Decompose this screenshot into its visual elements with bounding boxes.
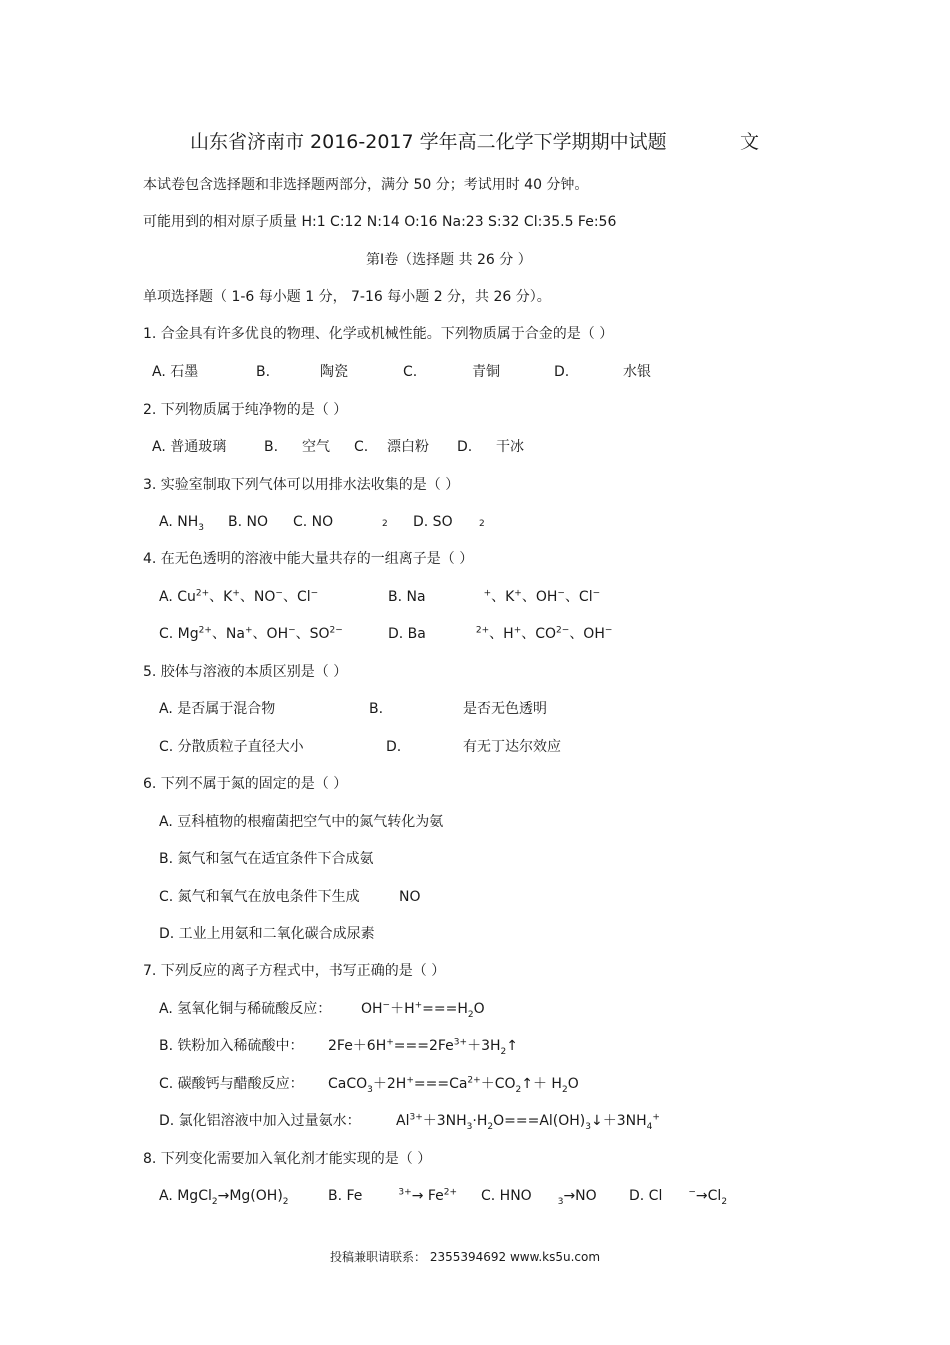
q1-option-c-text: 青铜 — [472, 364, 500, 380]
q7-c-sup-1: + — [406, 1075, 414, 1086]
q4-option-c — [159, 624, 343, 644]
q7-option-d-label: D. 氯化铝溶液中加入过量氨水： — [159, 1113, 361, 1129]
q4-d-1: D. Ba — [388, 626, 426, 642]
q8-option-a — [159, 1186, 289, 1206]
q5-option-c: C. 分散质粒子直径大小 — [159, 739, 304, 755]
q5-option-d-letter: D. — [386, 739, 402, 755]
q2-option-d-letter: D. — [457, 439, 473, 455]
q8-b-sup-1: 3+ — [398, 1187, 412, 1198]
q4-d-sup-3: 2− — [556, 625, 570, 636]
q7-option-b-label: B. 铁粉加入稀硫酸中： — [159, 1038, 304, 1054]
q4-c-1: C. Mg — [159, 626, 199, 642]
q5-option-b-letter: B. — [369, 701, 384, 717]
q7-b-1: 2Fe＋6H — [328, 1038, 387, 1054]
question-7-stem: 7. 下列反应的离子方程式中，书写正确的是（ ） — [143, 963, 446, 979]
q4-c-3: 、OH — [252, 626, 289, 642]
q1-option-c-letter: C. — [403, 364, 418, 380]
q4-a-sup-4: − — [310, 588, 319, 599]
q6-option-c-no: NO — [399, 889, 421, 905]
exam-title: 山东省济南市 2016-2017 学年高二化学下学期期中试题 — [190, 131, 667, 153]
q4-a-sup-3: − — [275, 588, 283, 599]
q7-option-a-equation — [361, 999, 485, 1019]
q7-d-sup-2: + — [652, 1112, 660, 1123]
q7-d-2: ＋3NH — [422, 1113, 467, 1129]
q8-option-c — [481, 1186, 597, 1206]
q7-d-1: Al — [396, 1113, 410, 1129]
q4-b-sup-3: − — [557, 588, 565, 599]
q4-option-a — [159, 587, 318, 607]
q4-a-4: 、Cl — [282, 589, 311, 605]
q1-option-d-text: 水银 — [623, 364, 651, 380]
q4-c-sup-4: 2− — [329, 625, 343, 636]
section-instructions: 单项选择题（ 1-6 每小题 1 分， 7-16 每小题 2 分，共 26 分）。 — [143, 289, 551, 305]
q3-option-b: B. NO — [228, 514, 268, 530]
q8-b-sup-2: 2+ — [443, 1187, 458, 1198]
q8-b-1: B. Fe — [328, 1188, 363, 1204]
q4-option-b — [388, 587, 600, 607]
q7-a-4: O — [473, 1001, 485, 1017]
q7-c-5: ↑＋ H — [521, 1076, 562, 1092]
q7-a-3: ===H — [422, 1001, 468, 1017]
q4-c-sup-3: − — [288, 625, 296, 636]
q7-option-c-equation — [328, 1074, 579, 1094]
q4-b-3: 、OH — [521, 589, 558, 605]
q7-b-3: ＋3H — [467, 1038, 501, 1054]
q7-d-6: ↓＋3NH — [591, 1113, 647, 1129]
q7-a-1: OH — [361, 1001, 383, 1017]
q7-b-sup-1: + — [386, 1037, 394, 1048]
question-1-stem: 1. 合金具有许多优良的物理、化学或机械性能。下列物质属于合金的是（ ） — [143, 326, 614, 342]
question-2-stem: 2. 下列物质属于纯净物的是（ ） — [143, 402, 348, 418]
q5-option-d-text: 有无丁达尔效应 — [463, 739, 561, 755]
q6-option-b: B. 氮气和氢气在适宜条件下合成氨 — [159, 851, 374, 867]
q7-b-2: ===2Fe — [393, 1038, 454, 1054]
q7-d-sub-2: 2 — [487, 1121, 494, 1132]
q4-d-4: 、OH — [569, 626, 605, 642]
q7-b-4: ↑ — [506, 1038, 518, 1054]
q6-option-d: D. 工业上用氨和二氧化碳合成尿素 — [159, 926, 375, 942]
q2-option-b-text: 空气 — [302, 439, 330, 455]
q4-b-4: 、Cl — [564, 589, 593, 605]
q4-d-2: 、H — [489, 626, 514, 642]
q4-a-3: 、NO — [239, 589, 276, 605]
q4-b-sup-4: − — [592, 588, 601, 599]
q7-option-c-label: C. 碳酸钙与醋酸反应： — [159, 1076, 304, 1092]
q5-option-b-text: 是否无色透明 — [463, 701, 547, 717]
q8-c-2: →NO — [563, 1188, 597, 1204]
q1-option-b-text: 陶瓷 — [320, 364, 348, 380]
title-suffix: 文 — [740, 131, 760, 153]
question-6-stem: 6. 下列不属于氮的固定的是（ ） — [143, 776, 348, 792]
q8-d-2: →Cl — [695, 1188, 722, 1204]
q7-c-1: CaCO — [328, 1076, 368, 1092]
q8-b-2: → Fe — [411, 1188, 444, 1204]
q7-c-sub-3: 2 — [561, 1084, 568, 1095]
q1-option-b-letter: B. — [256, 364, 271, 380]
q7-b-sub-1: 2 — [500, 1046, 507, 1057]
q7-d-4: H — [476, 1113, 488, 1129]
q7-d-sub-1: 3 — [466, 1121, 473, 1132]
q7-d-sup-1: 3+ — [409, 1112, 423, 1123]
q7-c-sub-1: 3 — [367, 1084, 373, 1095]
q4-c-2: 、Na — [211, 626, 245, 642]
q8-a-sub-2: 2 — [282, 1196, 289, 1207]
q7-option-d-equation — [396, 1111, 660, 1131]
q8-d-sub-1: 2 — [721, 1196, 728, 1207]
q4-a-2: 、K — [209, 589, 233, 605]
q7-option-b-equation — [328, 1036, 518, 1056]
q1-option-d-letter: D. — [554, 364, 570, 380]
question-4-stem: 4. 在无色透明的溶液中能大量共存的一组离子是（ ） — [143, 551, 474, 567]
q7-c-4: ＋CO — [480, 1076, 516, 1092]
q7-c-sup-2: 2+ — [467, 1075, 481, 1086]
q4-b-1: B. Na — [388, 589, 426, 605]
q3-a-sub: 3 — [198, 522, 204, 533]
intro-line-1: 本试卷包含选择题和非选择题两部分，满分 50 分；考试用时 40 分钟。 — [143, 177, 589, 193]
q4-a-1: A. Cu — [159, 589, 196, 605]
q4-a-sup-2: + — [232, 588, 240, 599]
q3-option-d: D. SO — [413, 514, 453, 530]
q8-option-b — [328, 1186, 457, 1206]
q7-c-6: O — [567, 1076, 579, 1092]
q4-d-3: 、CO — [521, 626, 557, 642]
q4-d-sup-2: + — [513, 625, 522, 636]
question-5-stem: 5. 胶体与溶液的本质区别是（ ） — [143, 664, 348, 680]
q2-option-a: A. 普通玻璃 — [152, 439, 227, 455]
q7-c-3: ===Ca — [413, 1076, 468, 1092]
q2-option-c-letter: C. — [354, 439, 369, 455]
q2-option-d-text: 干冰 — [496, 439, 524, 455]
q7-c-sub-2: 2 — [515, 1084, 522, 1095]
q7-a-sup-2: + — [414, 1000, 423, 1011]
question-3-stem: 3. 实验室制取下列气体可以用排水法收集的是（ ） — [143, 477, 460, 493]
q5-option-a: A. 是否属于混合物 — [159, 701, 276, 717]
q7-d-sub-4: 4 — [646, 1121, 653, 1132]
q7-b-sup-2: 3+ — [453, 1037, 468, 1048]
q2-option-c-text: 漂白粉 — [387, 439, 429, 455]
q4-c-sup-2: + — [245, 625, 253, 636]
q4-b-2: 、K — [491, 589, 515, 605]
q8-c-sub-1: 3 — [557, 1196, 564, 1207]
q7-d-sub-3: 3 — [585, 1121, 592, 1132]
q8-a-2: →Mg(OH) — [217, 1188, 283, 1204]
q4-d-sup-4: − — [604, 625, 613, 636]
q4-c-4: 、SO — [295, 626, 330, 642]
question-8-stem: 8. 下列变化需要加入氧化剂才能实现的是（ ） — [143, 1151, 432, 1167]
q3-a-text: A. NH — [159, 514, 199, 530]
q7-a-2: ＋H — [390, 1001, 415, 1017]
q3-option-a — [159, 512, 204, 532]
footer-contact: 投稿兼职请联系： 2355394692 www.ks5u.com — [330, 1250, 601, 1264]
q8-d-sup-1: − — [688, 1187, 696, 1198]
q2-option-b-letter: B. — [264, 439, 279, 455]
q3-c-sub: 2 — [382, 519, 388, 529]
q8-d-1: D. Cl — [629, 1188, 663, 1204]
q4-b-sup-1: + — [483, 588, 492, 599]
q8-a-sub-1: 2 — [211, 1196, 218, 1207]
q4-a-sup-1: 2+ — [195, 588, 210, 599]
q8-c-1: C. HNO — [481, 1188, 532, 1204]
section-heading: 第Ⅰ卷（选择题 共 26 分 ） — [366, 252, 532, 268]
q7-d-5: O===Al(OH) — [493, 1113, 586, 1129]
q7-d-3: · — [472, 1113, 477, 1129]
q4-c-sup-1: 2+ — [198, 625, 212, 636]
q7-c-2: ＋2H — [372, 1076, 407, 1092]
q3-d-sub: 2 — [479, 519, 485, 529]
q6-option-c: C. 氮气和氧气在放电条件下生成 — [159, 889, 360, 905]
q4-b-sup-2: + — [514, 588, 522, 599]
q8-option-d — [629, 1186, 727, 1206]
q7-a-sup-1: − — [382, 1000, 391, 1011]
q3-option-c: C. NO — [293, 514, 334, 530]
q4-option-d — [388, 624, 612, 644]
q6-option-a: A. 豆科植物的根瘤菌把空气中的氮气转化为氨 — [159, 814, 444, 830]
q7-a-sub-1: 2 — [467, 1009, 474, 1020]
q7-option-a-label: A. 氢氧化铜与稀硫酸反应： — [159, 1001, 332, 1017]
q8-a-1: A. MgCl — [159, 1188, 212, 1204]
q4-d-sup-1: 2+ — [475, 625, 490, 636]
intro-line-2: 可能用到的相对原子质量 H:1 C:12 N:14 O:16 Na:23 S:32 Cl:35.5 Fe:56 — [143, 214, 617, 230]
q1-option-a: A. 石墨 — [152, 364, 199, 380]
